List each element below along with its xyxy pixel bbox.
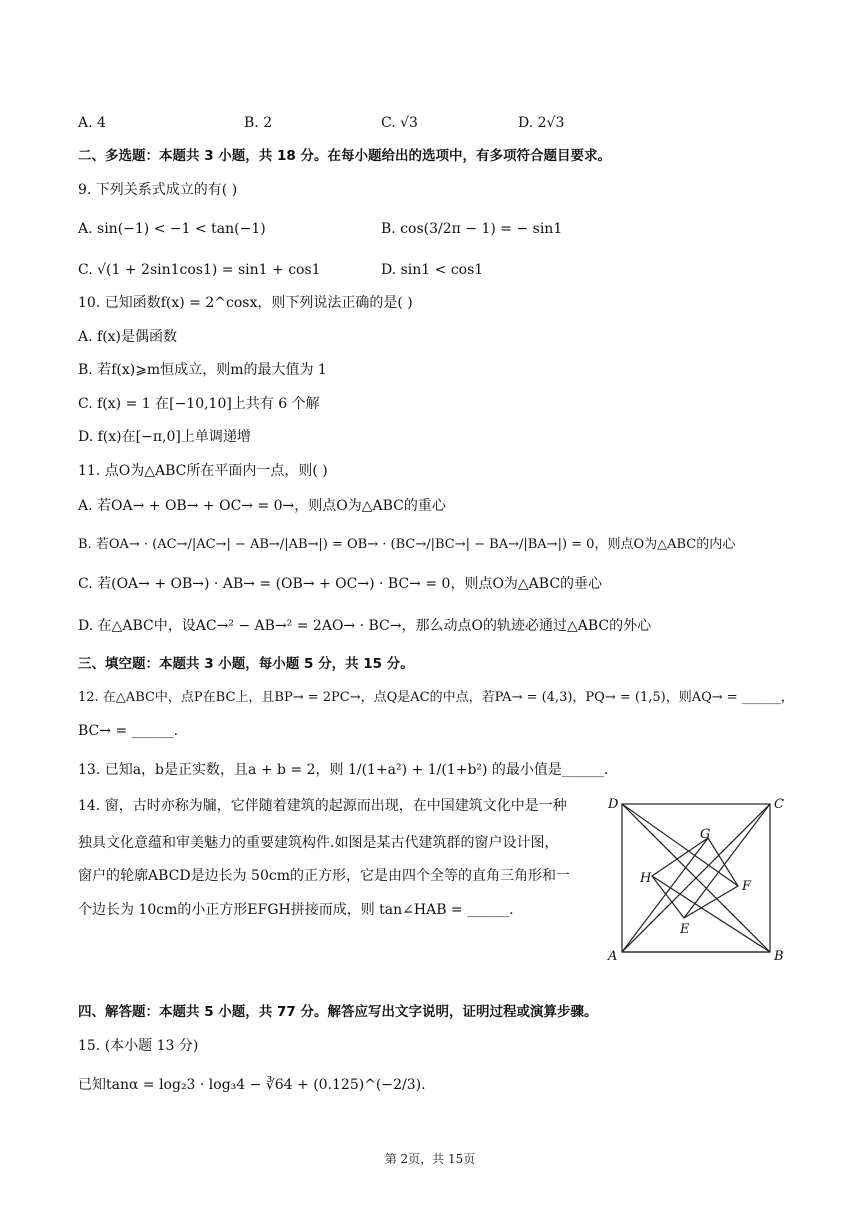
q15-text: 已知tanα = log₂3 · log₃4 − ∛64 + (0.125)^(−2/3).: [78, 1077, 426, 1093]
q8-option-a: A. 4: [78, 115, 106, 131]
q14-line3: 窗户的轮廓ABCD是边长为 50cm的正方形，它是由四个全等的直角三角形和一: [78, 868, 570, 884]
label-h: H: [640, 871, 652, 886]
q14-line4: 个边长为 10cm的小正方形EFGH拼接而成，则 tan∠HAB = ______.: [78, 902, 514, 918]
window-diagram: [604, 790, 790, 966]
label-c: C: [774, 797, 784, 812]
section-heading-solutions: 四、解答题：本题共 5 小题，共 77 分。解答应写出文字说明，证明过程或演算步骤。: [78, 1004, 598, 1020]
q9-option-b: B. cos(3/2π − 1) = − sin1: [381, 221, 563, 237]
page-footer: 第 2页，共 15页: [384, 1152, 476, 1166]
label-f: F: [742, 879, 752, 894]
q11-stem: 11. 点O为△ABC所在平面内一点，则( ): [78, 463, 328, 479]
q12-line1: 12. 在△ABC中，点P在BC上，且BP→ = 2PC→，点Q是AC的中点，若PA→ = (4,3)，PQ→ = (1,5)，则AQ→ = ______，: [78, 690, 794, 705]
line-b-h: [652, 876, 770, 952]
q12-line2: BC→ = ______.: [78, 723, 179, 739]
q10-option-d: D. f(x)在[−π,0]上单调递增: [78, 429, 251, 445]
q14-line1: 14. 窗，古时亦称为牖，它伴随着建筑的起源而出现，在中国建筑文化中是一种: [78, 798, 567, 814]
q9-option-c: C. √(1 + 2sin1cos1) = sin1 + cos1: [78, 262, 321, 278]
section-heading-fill-in: 三、填空题：本题共 3 小题，每小题 5 分，共 15 分。: [78, 656, 414, 672]
q10-option-b: B. 若f(x)⩾m恒成立，则m的最大值为 1: [78, 362, 327, 378]
q10-option-a: A. f(x)是偶函数: [78, 329, 178, 345]
q9-option-a: A. sin(−1) < −1 < tan(−1): [78, 221, 266, 237]
label-b: B: [774, 949, 784, 964]
label-a: A: [608, 949, 618, 964]
q13-text: 13. 已知a，b是正实数，且a + b = 2，则 1/(1+a²) + 1/(1+b²) 的最小值是______.: [78, 762, 609, 778]
q8-option-c: C. √3: [381, 115, 418, 131]
q10-stem: 10. 已知函数f(x) = 2^cosx，则下列说法正确的是( ): [78, 295, 413, 311]
q11-option-c: C. 若(OA→ + OB→) · AB→ = (OB→ + OC→) · BC→ = 0，则点O为△ABC的垂心: [78, 576, 603, 592]
inner-square-efgh: [652, 838, 738, 918]
label-e: E: [680, 922, 690, 937]
q8-option-d: D. 2√3: [518, 115, 565, 131]
q11-option-d: D. 在△ABC中，设AC→² − AB→² = 2AO→ · BC→，那么动点O的轨迹必通过△ABC的外心: [78, 618, 652, 634]
line-c-e: [684, 804, 770, 918]
q9-option-d: D. sin1 < cos1: [381, 262, 484, 278]
q11-option-b: B. 若OA→ · (AC→/|AC→| − AB→/|AB→|) = OB→ · (BC→/|BC→| − BA→/|BA→|) = 0，则点O为△ABC的内心: [78, 537, 736, 552]
q8-option-b: B. 2: [244, 115, 273, 131]
q9-stem: 9. 下列关系式成立的有( ): [78, 182, 238, 198]
section-heading-multiple-choice: 二、多选题：本题共 3 小题，共 18 分。在每小题给出的选项中，有多项符合题目要求。: [78, 148, 611, 164]
q10-option-c: C. f(x) = 1 在[−10,10]上共有 6 个解: [78, 396, 320, 412]
label-d: D: [608, 797, 619, 812]
q15-header: 15. (本小题 13 分): [78, 1038, 199, 1054]
q14-line2: 独具文化意蕴和审美魅力的重要建筑构件.如图是某古代建筑群的窗户设计图，: [78, 835, 559, 851]
label-g: G: [700, 827, 711, 842]
q11-option-a: A. 若OA→ + OB→ + OC→ = 0→，则点O为△ABC的重心: [78, 498, 446, 514]
